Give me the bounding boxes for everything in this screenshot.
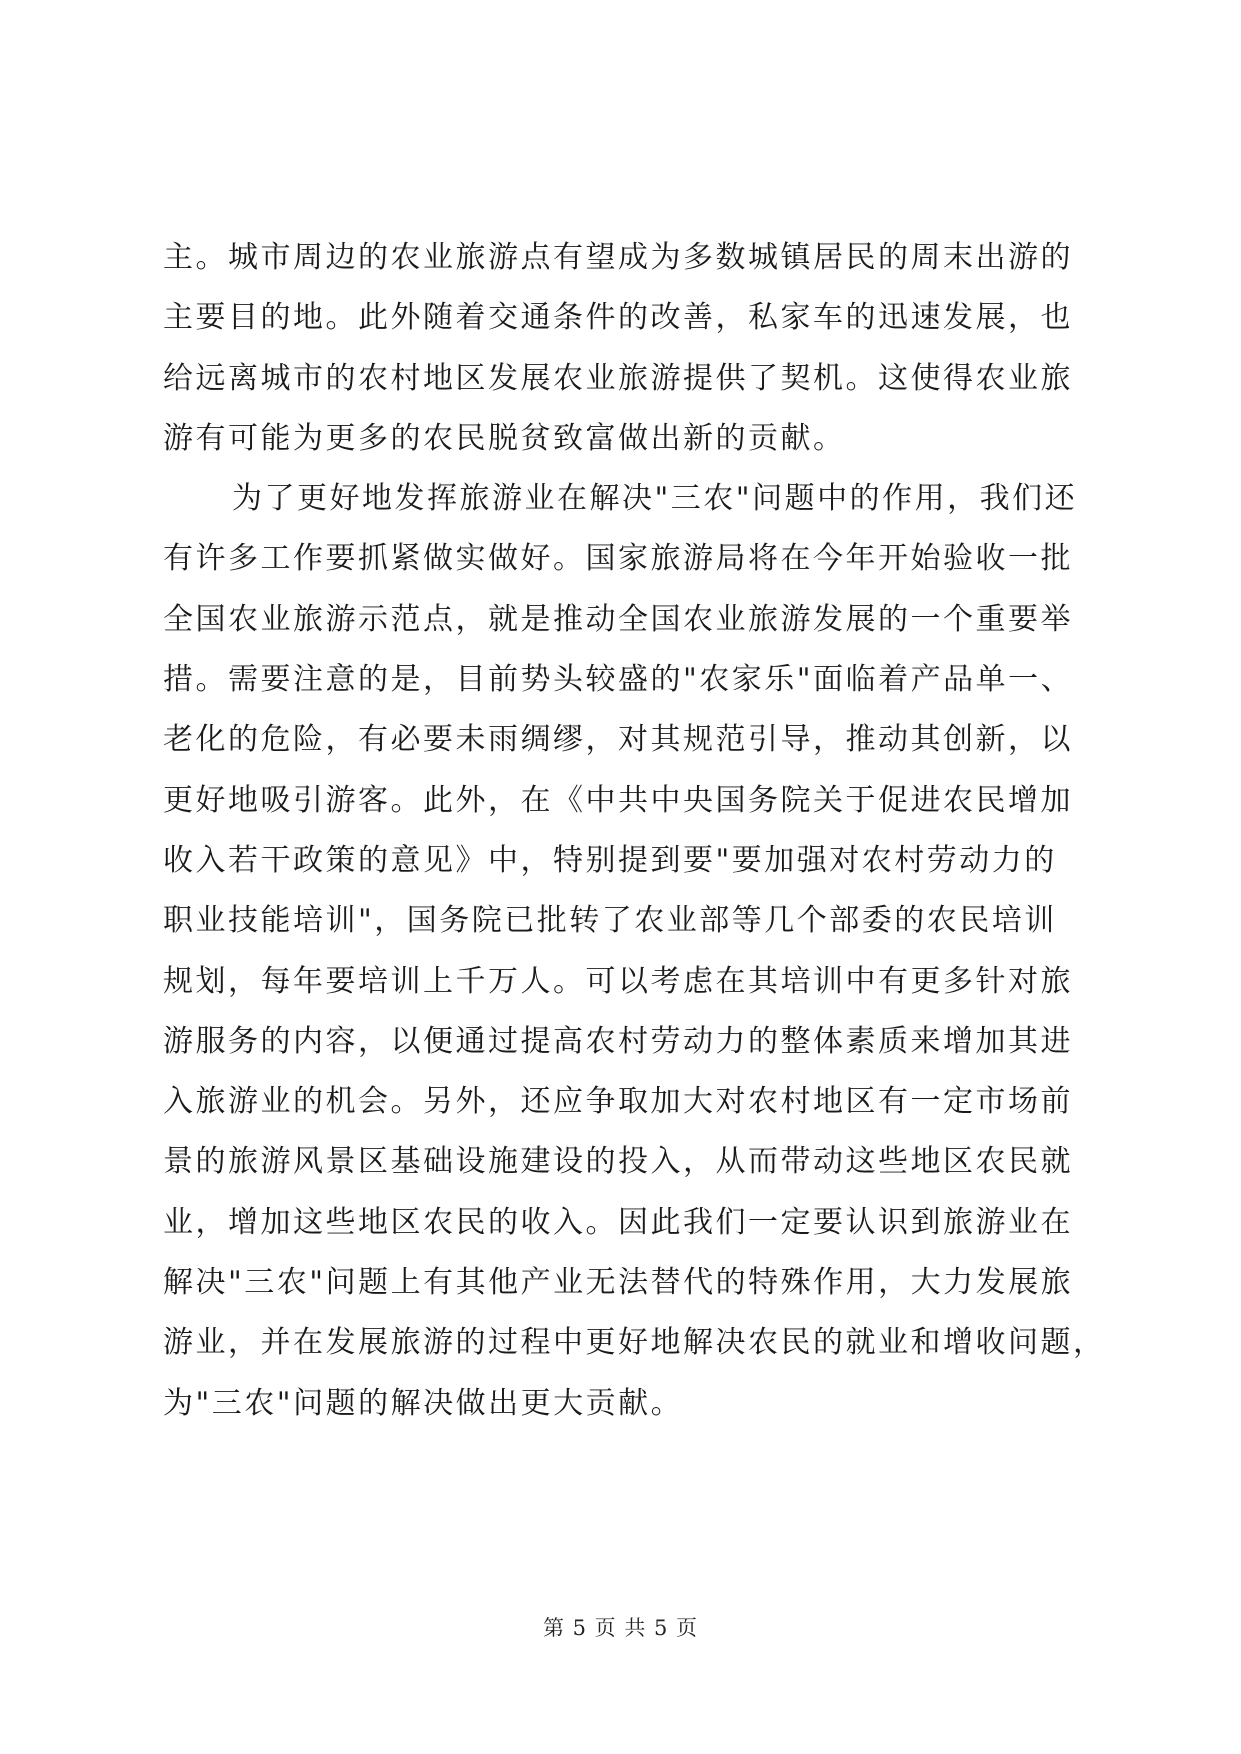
page-number-footer: 第 5 页 共 5 页 <box>542 1616 699 1640</box>
paragraph-1-line-3: 给远离城市的农村地区发展农业旅游提供了契机。这使得农业旅 <box>163 360 1073 396</box>
paragraph-2-line-2: 有许多工作要抓紧做实做好。国家旅游局将在今年开始验收一批 <box>163 541 1073 577</box>
paragraph-2-line-9: 规划，每年要培训上千万人。可以考虑在其培训中有更多针对旅 <box>163 963 1073 999</box>
paragraph-2-line-10: 游服务的内容，以便通过提高农村劳动力的整体素质来增加其进 <box>163 1023 1073 1059</box>
paragraph-2-line-16: 为"三农"问题的解决做出更大贡献。 <box>163 1385 684 1421</box>
paragraph-2-line-11: 入旅游业的机会。另外，还应争取加大对农村地区有一定市场前 <box>163 1084 1073 1120</box>
paragraph-2-line-3: 全国农业旅游示范点，就是推动全国农业旅游发展的一个重要举 <box>163 601 1073 637</box>
paragraph-2-line-8: 职业技能培训"，国务院已批转了农业部等几个部委的农民培训 <box>163 903 1057 939</box>
paragraph-2-line-6: 更好地吸引游客。此外，在《中共中央国务院关于促进农民增加 <box>163 782 1073 818</box>
body-text <box>163 228 1123 1434</box>
paragraph-2-line-13: 业，增加这些地区农民的收入。因此我们一定要认识到旅游业在 <box>163 1204 1073 1240</box>
paragraph-2-line-12: 景的旅游风景区基础设施建设的投入，从而带动这些地区农民就 <box>163 1144 1073 1180</box>
paragraph-2-line-14: 解决"三农"问题上有其他产业无法替代的特殊作用，大力发展旅 <box>163 1265 1074 1301</box>
paragraph-1-line-2: 主要目的地。此外随着交通条件的改善，私家车的迅速发展，也 <box>163 300 1073 336</box>
paragraph-2-line-5: 老化的危险，有必要未雨绸缪，对其规范引导，推动其创新，以 <box>163 722 1073 758</box>
paragraph-2-line-15: 游业，并在发展旅游的过程中更好地解决农民的就业和增收问题， <box>163 1325 1106 1361</box>
paragraph-2-line-1: 为了更好地发挥旅游业在解决"三农"问题中的作用，我们还 <box>232 481 1078 517</box>
paragraph-2-line-4: 措。需要注意的是，目前势头较盛的"农家乐"面临着产品单一、 <box>163 662 1074 698</box>
paragraph-1-line-4: 游有可能为更多的农民脱贫致富做出新的贡献。 <box>163 420 846 456</box>
paragraph-2-line-7: 收入若干政策的意见》中，特别提到要"要加强对农村劳动力的 <box>163 842 1057 878</box>
paragraph-1-line-1: 主。城市周边的农业旅游点有望成为多数城镇居民的周末出游的 <box>163 240 1073 275</box>
